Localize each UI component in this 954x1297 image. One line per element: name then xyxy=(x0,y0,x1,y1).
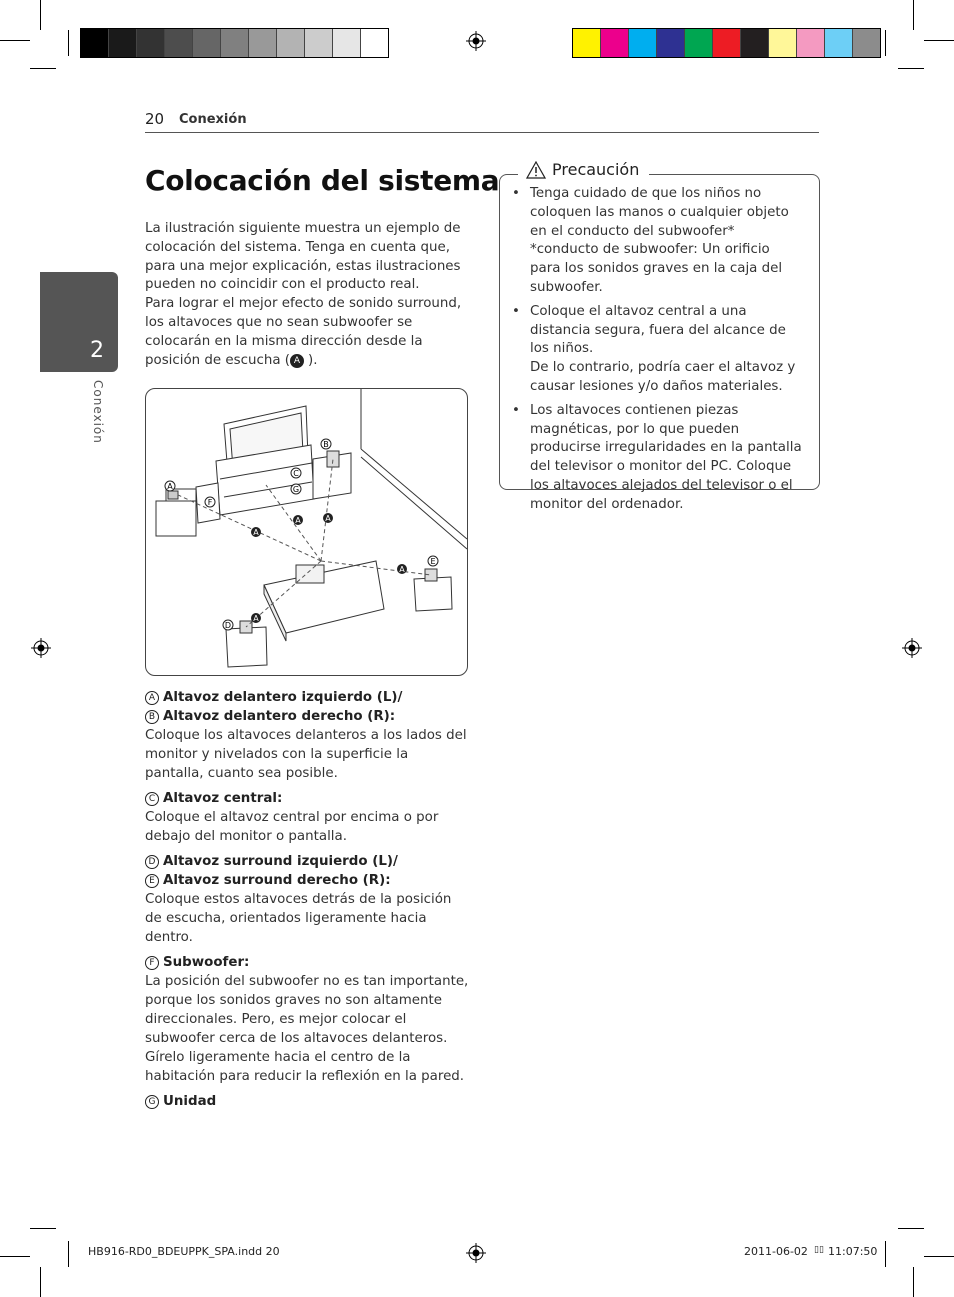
registration-mark-icon xyxy=(466,1243,486,1263)
color-swatch xyxy=(853,29,880,57)
section-title: Conexión xyxy=(179,112,247,127)
registration-mark-icon xyxy=(31,638,51,658)
color-swatch xyxy=(81,29,109,57)
caution-item: • Tenga cuidado de que los niños no coloquen las manos o cualquier objeto en el conducto del subwoofer* *conducto de subwoofer: Un orificio para los sonidos graves en la caja del subwoofer. xyxy=(512,185,804,298)
intro-paragraph: La ilustración siguiente muestra un ejemplo de colocación del sistema. Tenga en cuenta que, para una mejor explicación, estas ilustraciones pueden no coincidir con el producto real. xyxy=(145,221,461,293)
marker-b: B xyxy=(145,710,159,724)
color-swatch xyxy=(277,29,305,57)
speaker-placement-diagram xyxy=(145,388,468,676)
legend-b-title: Altavoz delantero derecho (R): xyxy=(163,709,396,724)
color-swatch xyxy=(109,29,137,57)
svg-text:B: B xyxy=(323,440,329,449)
legend-e-title: Altavoz surround derecho (R): xyxy=(163,873,391,888)
marker-a: A xyxy=(290,354,304,368)
crop-mark xyxy=(924,40,954,41)
chapter-label: Conexión xyxy=(91,380,105,444)
page-number: 20 xyxy=(145,110,165,128)
legend-surround xyxy=(145,852,470,947)
crop-mark xyxy=(30,1228,56,1229)
svg-text:E: E xyxy=(430,557,436,566)
crop-mark xyxy=(898,1228,924,1229)
caution-item: • Coloque el altavoz central a una distancia segura, fuera del alcance de los niños. De lo contrario, podría caer el altavoz y causar lesiones y/o daños materiales. xyxy=(512,303,804,397)
crop-mark xyxy=(0,40,30,41)
svg-text:A: A xyxy=(295,516,301,525)
footer-date: 2011-06-02 xyxy=(744,1245,808,1258)
crop-mark xyxy=(0,1256,30,1257)
color-swatch xyxy=(657,29,685,57)
warning-icon xyxy=(526,161,546,179)
legend-subwoofer xyxy=(145,953,470,1086)
legend-unit xyxy=(145,1092,470,1111)
crop-mark xyxy=(924,1256,954,1257)
color-swatch xyxy=(601,29,629,57)
color-swatch xyxy=(741,29,769,57)
legend-c-text: Coloque el altavoz central por encima o por debajo del monitor o pantalla. xyxy=(145,810,439,844)
color-swatch xyxy=(825,29,853,57)
crop-mark xyxy=(68,30,69,56)
svg-text:A: A xyxy=(253,614,259,623)
color-swatch xyxy=(249,29,277,57)
legend-g-title: Unidad xyxy=(163,1094,217,1109)
color-swatch xyxy=(713,29,741,57)
svg-text:G: G xyxy=(292,485,300,494)
footer-time: 11:07:50 xyxy=(828,1245,878,1258)
intro-text xyxy=(145,220,470,370)
footer-file: HB916-RD0_BDEUPPK_SPA.indd 20 xyxy=(88,1245,280,1258)
svg-text:F: F xyxy=(207,498,213,507)
crop-mark xyxy=(898,68,924,69)
registration-mark-icon xyxy=(902,638,922,658)
crop-mark xyxy=(40,0,41,30)
color-swatch xyxy=(137,29,165,57)
color-swatch xyxy=(333,29,361,57)
svg-text:D: D xyxy=(224,621,232,630)
caution-title: Precaución xyxy=(552,160,640,179)
svg-text:A: A xyxy=(399,565,405,574)
legend-c-title: Altavoz central: xyxy=(163,791,283,806)
marker-f: F xyxy=(145,956,159,970)
svg-text:C: C xyxy=(293,469,299,478)
caution-heading xyxy=(518,160,649,179)
svg-text:A: A xyxy=(167,482,173,491)
color-swatch xyxy=(629,29,657,57)
color-swatch xyxy=(165,29,193,57)
marker-e: E xyxy=(145,874,159,888)
gray-color-bar xyxy=(80,28,389,58)
color-swatch xyxy=(305,29,333,57)
color-swatch xyxy=(361,29,388,57)
marker-d: D xyxy=(145,855,159,869)
header-divider xyxy=(145,132,819,133)
color-swatch xyxy=(573,29,601,57)
chapter-number: 2 xyxy=(90,338,104,363)
room-illustration xyxy=(146,389,467,675)
footer-glyph: ▯▯ xyxy=(814,1245,824,1255)
color-swatch xyxy=(797,29,825,57)
crop-mark xyxy=(885,1241,886,1267)
crop-mark xyxy=(40,1267,41,1297)
caution-item: • Los altavoces contienen piezas magnéticas, por lo que pueden producirse irregularidades en la pantalla del televisor o monitor del PC. Coloque los altavoces alejados del televisor o el monitor del ordenador. xyxy=(512,402,804,515)
color-swatch xyxy=(221,29,249,57)
page-title: Colocación del sistema xyxy=(145,164,500,197)
legend-a-title: Altavoz delantero izquierdo (L)/ xyxy=(163,690,403,705)
svg-text:A: A xyxy=(325,514,331,523)
crop-mark xyxy=(885,30,886,56)
intro-paragraph: Para lograr el mejor efecto de sonido surround, los altavoces que no sean subwoofer se colocarán en la misma dirección desde la posición de escucha ( A ). xyxy=(145,296,462,368)
crop-mark xyxy=(913,0,914,30)
legend-d-title: Altavoz surround izquierdo (L)/ xyxy=(163,854,398,869)
legend-de-text: Coloque estos altavoces detrás de la posición de escucha, orientados ligeramente hacia dentro. xyxy=(145,892,452,945)
crop-mark xyxy=(68,1241,69,1267)
crop-mark xyxy=(913,1267,914,1297)
legend-front xyxy=(145,688,470,783)
legend-center xyxy=(145,789,470,846)
marker-c: C xyxy=(145,792,159,806)
legend-f-title: Subwoofer: xyxy=(163,955,250,970)
crop-mark xyxy=(30,68,56,69)
legend-ab-text: Coloque los altavoces delanteros a los lados del monitor y nivelados con la superficie la pantalla, cuanto sea posible. xyxy=(145,728,467,781)
registration-mark-icon xyxy=(466,31,486,51)
svg-text:A: A xyxy=(253,528,259,537)
process-color-bar xyxy=(572,28,881,58)
legend-f-text: La posición del subwoofer no es tan importante, porque los sonidos graves no son altamente direccionales. Pero, es mejor colocar el subwoofer cerca de los altavoces delanteros. Gírelo ligeramente hacia el centro de la habitación para reducir la reflexión en la pared. xyxy=(145,974,469,1084)
speaker-legend xyxy=(145,688,470,1117)
color-swatch xyxy=(769,29,797,57)
color-swatch xyxy=(685,29,713,57)
marker-g: G xyxy=(145,1095,159,1109)
caution-list xyxy=(512,185,804,520)
color-swatch xyxy=(193,29,221,57)
marker-a: A xyxy=(145,691,159,705)
